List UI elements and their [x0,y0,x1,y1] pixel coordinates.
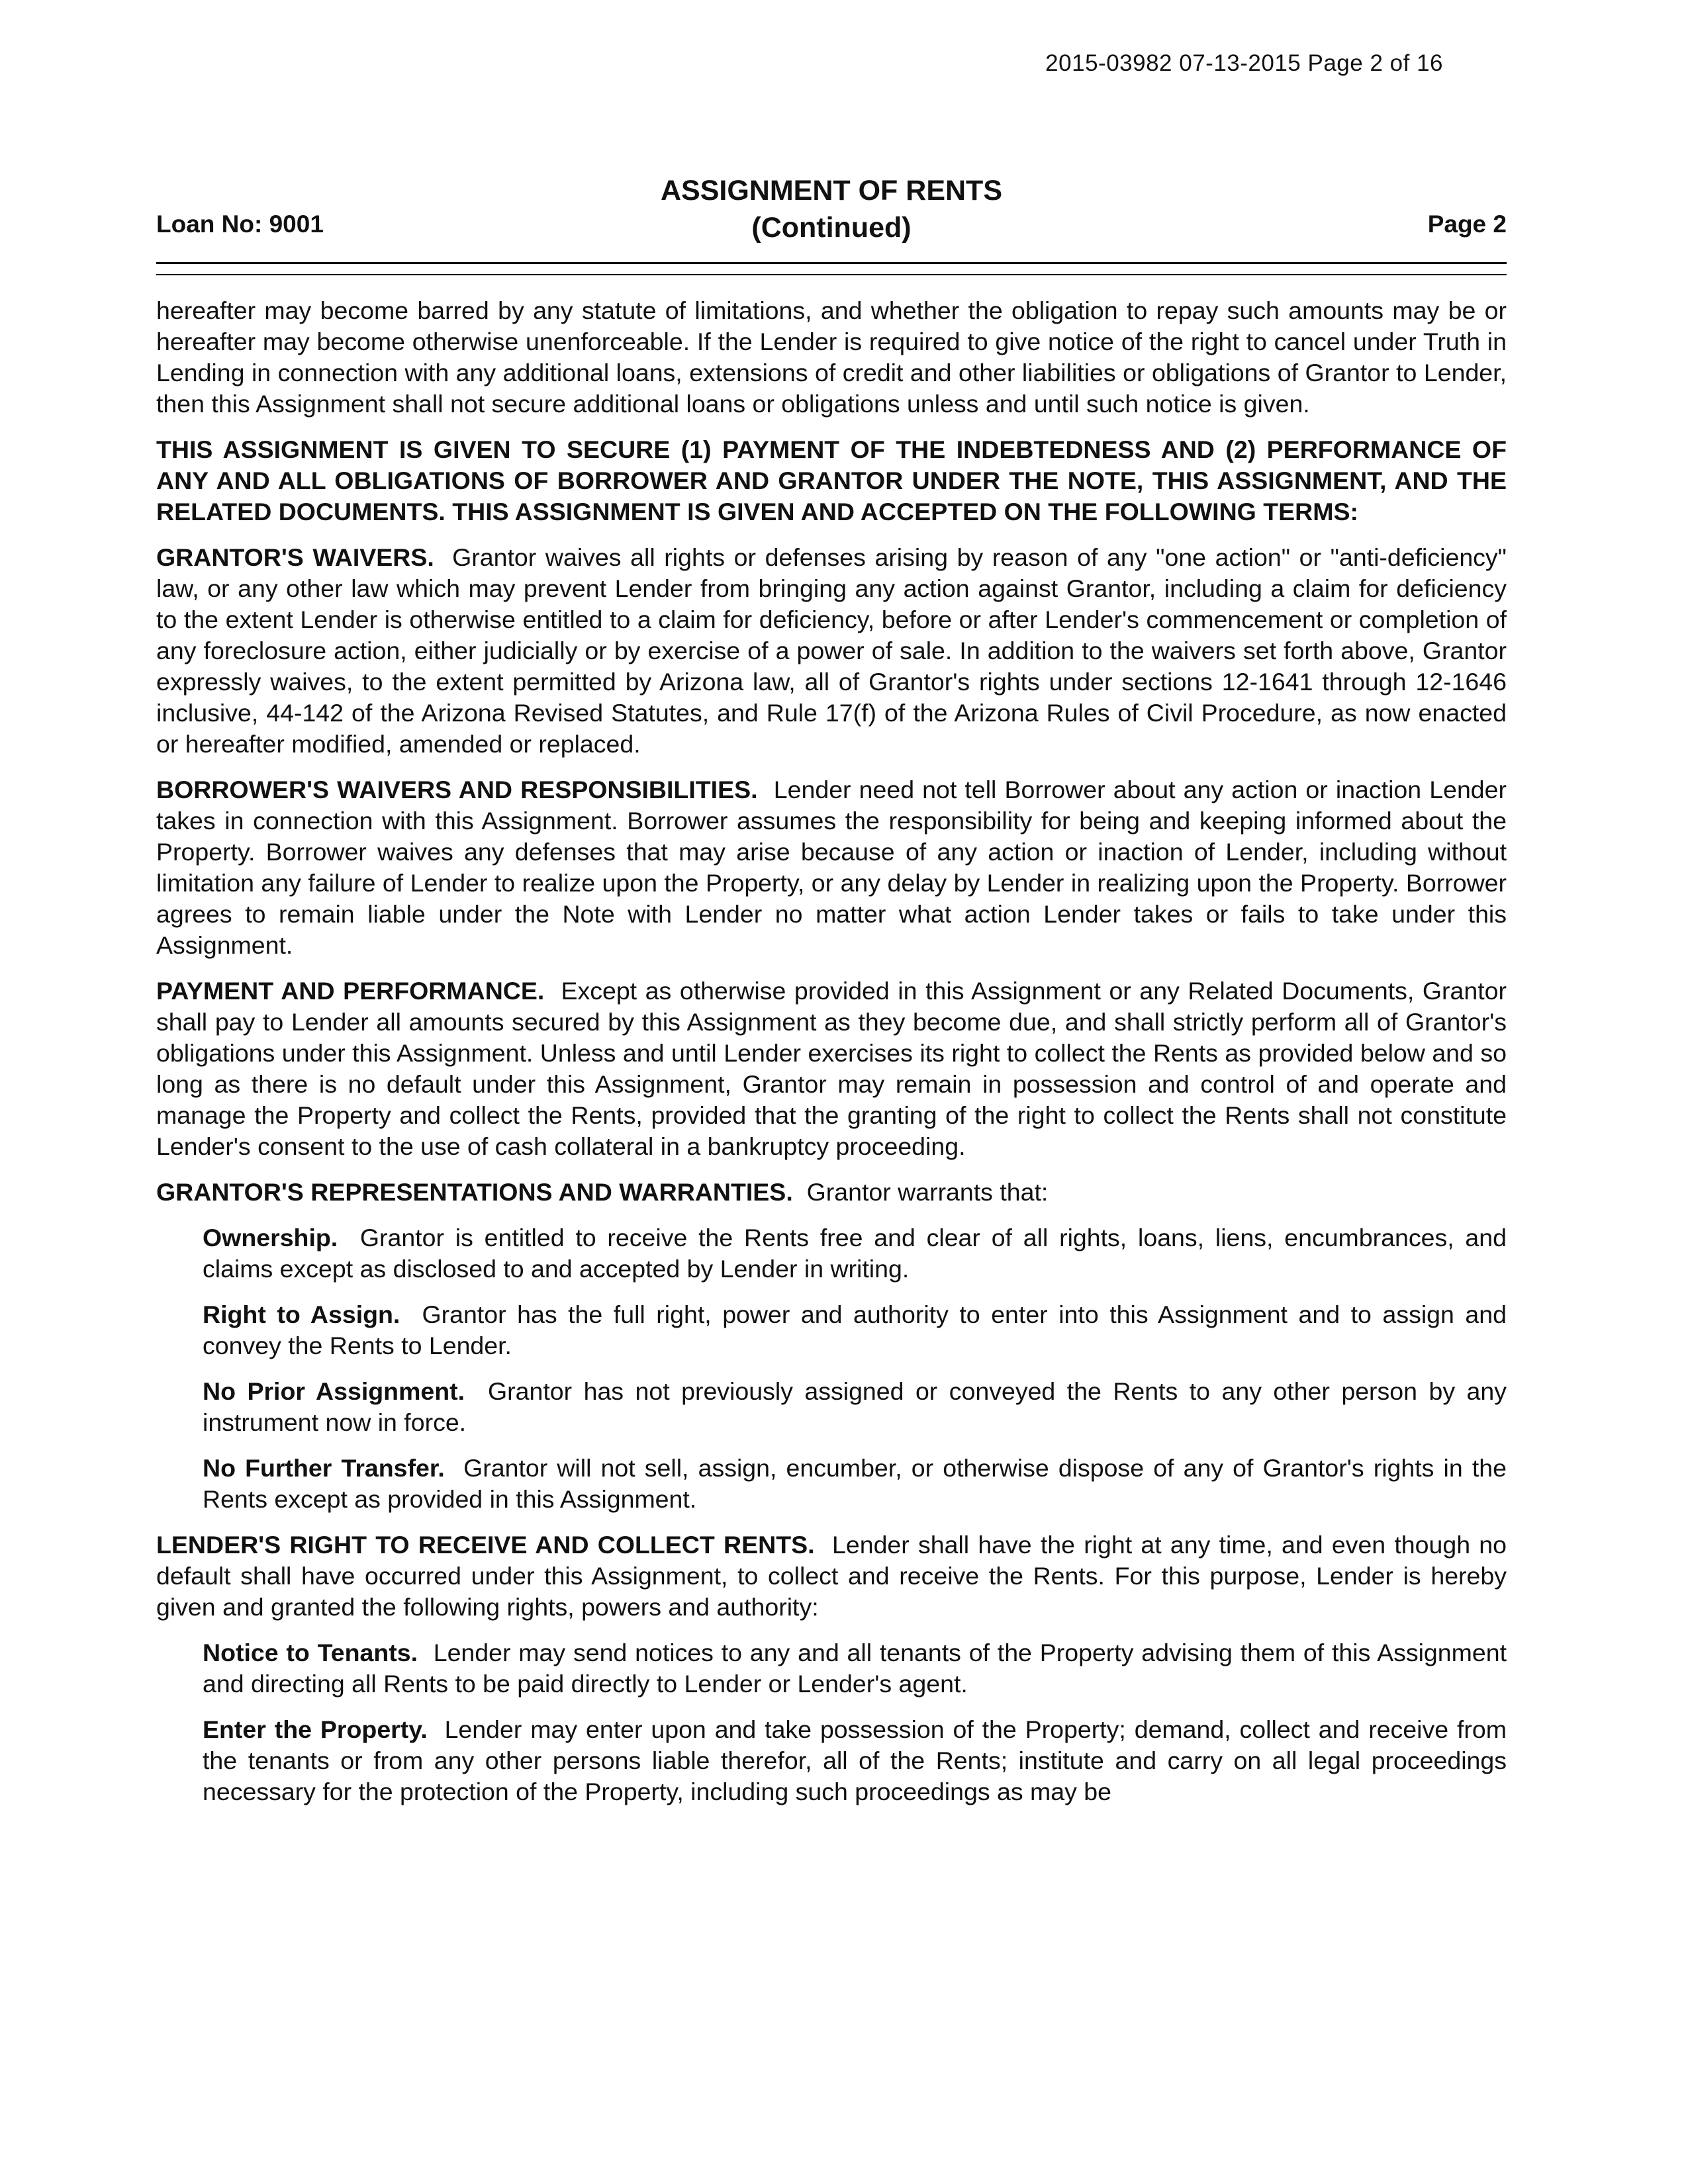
title-line-2: (Continued) [751,212,912,244]
paragraph-grantors-waivers: GRANTOR'S WAIVERS. Grantor waives all rights or defenses arising by reason of any "one action" or "anti-deficiency" law, or any other law which may prevent Lender from bringing any action against Grantor, including a claim for deficiency to the extent Lender is otherwise entitled to a claim for deficiency, before or after Lender's commencement or completion of any foreclosure action, either judicially or by exercise of a power of sale. In addition to the waivers set forth above, Grantor expressly waives, to the extent permitted by Arizona law, all of Grantor's rights under sections 12-1641 through 12-1646 inclusive, 44-142 of the Arizona Revised Statutes, and Rule 17(f) of the Arizona Rules of Civil Procedure, as now enacted or hereafter modified, amended or replaced. [156,543,1507,758]
paragraph-borrowers-waivers: BORROWER'S WAIVERS AND RESPONSIBILITIES. Lender need not tell Borrower about any action or inaction Lender takes in connection with this Assignment. Borrower assumes the responsibility for being and keeping informed about the Property. Borrower waives any defenses that may arise because of any action or inaction of Lender, including without limitation any failure of Lender to realize upon the Property, or any delay by Lender in realizing upon the Property. Borrower agrees to remain liable under the Note with Lender no matter what action Lender takes or fails to take under this Assignment. [156,776,1507,959]
subsection-heading: No Prior Assignment. [203,1377,465,1405]
subsection-heading: Right to Assign. [203,1300,400,1328]
document-header [156,169,1507,249]
page-number: Page 2 [1427,210,1507,238]
document-body [156,295,1507,1822]
paragraph-lenders-right: LENDER'S RIGHT TO RECEIVE AND COLLECT RENTS. Lender shall have the right at any time, and even though no default shall have occurred under this Assignment, to collect and receive the Rents. For this purpose, Lender is hereby given and granted the following rights, powers and authority: [156,1531,1507,1621]
loan-number: Loan No: 9001 [156,210,324,238]
section-heading: LENDER'S RIGHT TO RECEIVE AND COLLECT RENTS. [156,1531,815,1559]
title-line-1: ASSIGNMENT OF RENTS [660,175,1003,206]
subsection-heading: Notice to Tenants. [203,1639,418,1666]
subparagraph-ownership: Ownership. Grantor is entitled to receive the Rents free and clear of all rights, loans, liens, encumbrances, and claims except as disclosed to and accepted by Lender in writing. [203,1224,1507,1283]
header-rule-thick [156,262,1507,264]
section-heading: BORROWER'S WAIVERS AND RESPONSIBILITIES. [156,776,758,803]
section-heading: GRANTOR'S REPRESENTATIONS AND WARRANTIES. [156,1178,793,1206]
subparagraph-notice-to-tenants: Notice to Tenants. Lender may send notices to any and all tenants of the Property advising them of this Assignment and directing all Rents to be paid directly to Lender or Lender's agent. [203,1639,1507,1698]
document-title [156,172,1507,246]
subsection-heading: Ownership. [203,1224,338,1251]
paragraph-payment-performance: PAYMENT AND PERFORMANCE. Except as otherwise provided in this Assignment or any Related Documents, Grantor shall pay to Lender all amounts secured by this Assignment as they become due, and shall strictly perform all of Grantor's obligations under this Assignment. Unless and until Lender exercises its right to collect the Rents as provided below and so long as there is no default under this Assignment, Grantor may remain in possession and control of and operate and manage the Property and collect the Rents, provided that the granting of the right to collect the Rents shall not constitute Lender's consent to the use of cash collateral in a bankruptcy proceeding. [156,977,1507,1160]
paragraph-continued: hereafter may become barred by any statute of limitations, and whether the obligation to repay such amounts may be or hereafter may become otherwise unenforceable. If the Lender is required to give notice of the right to cancel under Truth in Lending in connection with any additional loans, extensions of credit and other liabilities or obligations of Grantor to Lender, then this Assignment shall not secure additional loans or obligations unless and until such notice is given. [156,296,1507,418]
subparagraph-no-further-transfer: No Further Transfer. Grantor will not sell, assign, encumber, or otherwise dispose of any of Grantor's rights in the Rents except as provided in this Assignment. [203,1454,1507,1513]
subsection-heading: No Further Transfer. [203,1454,445,1482]
paragraph-securing-clause: THIS ASSIGNMENT IS GIVEN TO SECURE (1) PAYMENT OF THE INDEBTEDNESS AND (2) PERFORMANCE OF ANY AND ALL OBLIGATIONS OF BORROWER AND GRANTOR UNDER THE NOTE, THIS ASSIGNMENT, AND THE RELATED DOCUMENTS. THIS ASSIGNMENT IS GIVEN AND ACCEPTED ON THE FOLLOWING TERMS: [156,435,1507,525]
paragraph-representations: GRANTOR'S REPRESENTATIONS AND WARRANTIES. Grantor warrants that: [156,1178,1049,1206]
header-rule-thin [156,274,1507,275]
section-heading: PAYMENT AND PERFORMANCE. [156,977,545,1005]
subparagraph-right-to-assign: Right to Assign. Grantor has the full right, power and authority to enter into this Assignment and to assign and convey the Rents to Lender. [203,1300,1507,1359]
recording-stamp: 2015-03982 07-13-2015 Page 2 of 16 [1045,50,1443,76]
subparagraph-no-prior-assignment: No Prior Assignment. Grantor has not previously assigned or conveyed the Rents to any other person by any instrument now in force. [203,1377,1507,1436]
section-heading: GRANTOR'S WAIVERS. [156,543,434,571]
subsection-heading: Enter the Property. [203,1715,428,1743]
subparagraph-enter-the-property: Enter the Property. Lender may enter upon and take possession of the Property; demand, collect and receive from the tenants or from any other persons liable therefor, all of the Rents; institute and carry on all legal proceedings necessary for the protection of the Property, including such proceedings as may be [203,1715,1507,1805]
